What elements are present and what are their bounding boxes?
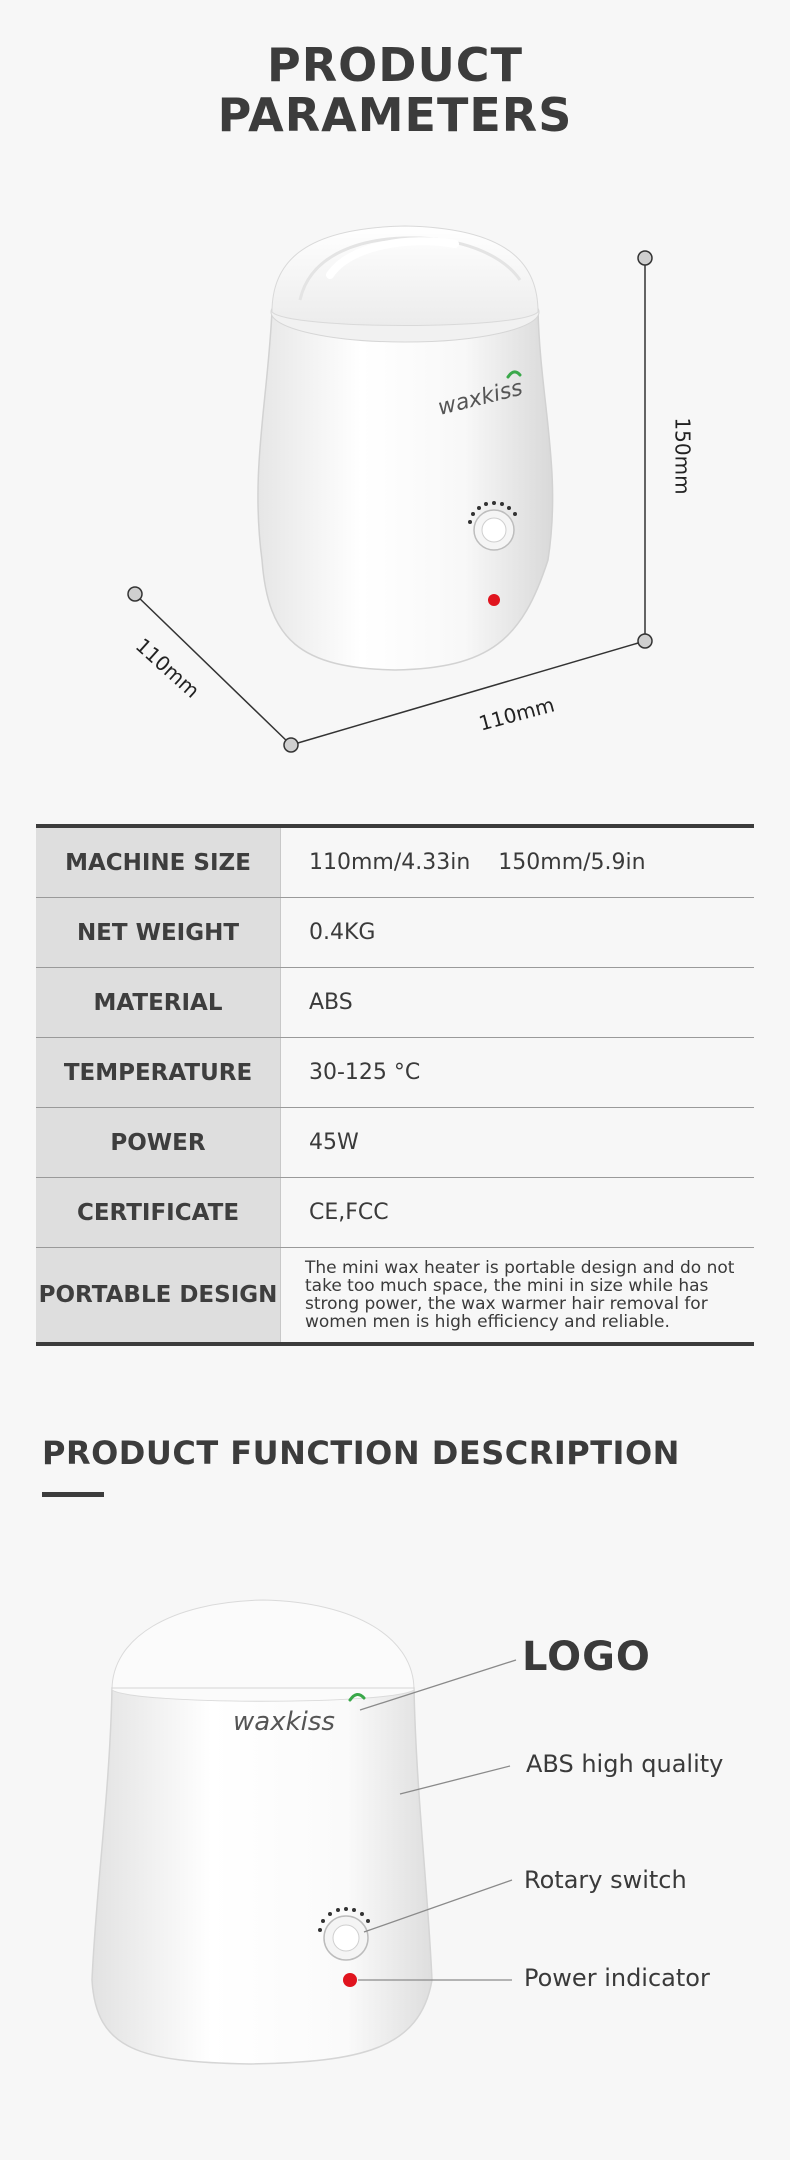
wax-warmer-image — [258, 226, 553, 670]
callout-logo: LOGO — [522, 1634, 651, 1680]
function-illustration — [0, 1560, 790, 2080]
width-dimension-label: 110mm — [476, 692, 557, 736]
dimension-drawing — [0, 0, 790, 780]
callout-rotary-switch: Rotary switch — [524, 1866, 687, 1894]
power-indicator-led — [488, 594, 500, 606]
table-row — [36, 1248, 754, 1342]
spec-label: TEMPERATURE — [36, 1038, 281, 1107]
height-dimension-label: 150mm — [670, 417, 695, 495]
callout-power-indicator: Power indicator — [524, 1964, 710, 1992]
table-row — [36, 1108, 754, 1178]
depth-dimension-label: 110mm — [130, 633, 205, 703]
spec-value: ABS — [281, 968, 754, 1037]
section-underline — [42, 1492, 104, 1497]
spec-label: MACHINE SIZE — [36, 828, 281, 897]
spec-value: CE,FCC — [281, 1178, 754, 1247]
spec-label: PORTABLE DESIGN — [36, 1248, 281, 1342]
spec-label: MATERIAL — [36, 968, 281, 1037]
product-brand-logo: waxkiss — [435, 375, 526, 421]
table-row — [36, 1178, 754, 1248]
spec-value: 110mm/4.33in 150mm/5.9in — [281, 828, 754, 897]
spec-label: CERTIFICATE — [36, 1178, 281, 1247]
callout-abs-material: ABS high quality — [526, 1750, 724, 1778]
spec-value: 45W — [281, 1108, 754, 1177]
spec-value: 0.4KG — [281, 898, 754, 967]
wax-warmer-image — [92, 1600, 432, 2064]
power-indicator-led — [343, 1973, 357, 1987]
spec-label: POWER — [36, 1108, 281, 1177]
page-title-line1: PRODUCT — [267, 38, 523, 92]
spec-table — [36, 824, 754, 1346]
spec-value: 30-125 °C — [281, 1038, 754, 1107]
table-row — [36, 828, 754, 898]
table-row — [36, 898, 754, 968]
page-title-line2: PARAMETERS — [217, 88, 573, 142]
table-row — [36, 1038, 754, 1108]
table-row — [36, 968, 754, 1038]
section-title: PRODUCT FUNCTION DESCRIPTION — [42, 1434, 680, 1472]
product-brand-logo: waxkiss — [233, 1707, 335, 1737]
spec-label: NET WEIGHT — [36, 898, 281, 967]
spec-value: The mini wax heater is portable design and do not take too much space, the mini in size while has strong power, the wax warmer hair removal for women men is high efficiency and reliable. — [281, 1248, 754, 1342]
